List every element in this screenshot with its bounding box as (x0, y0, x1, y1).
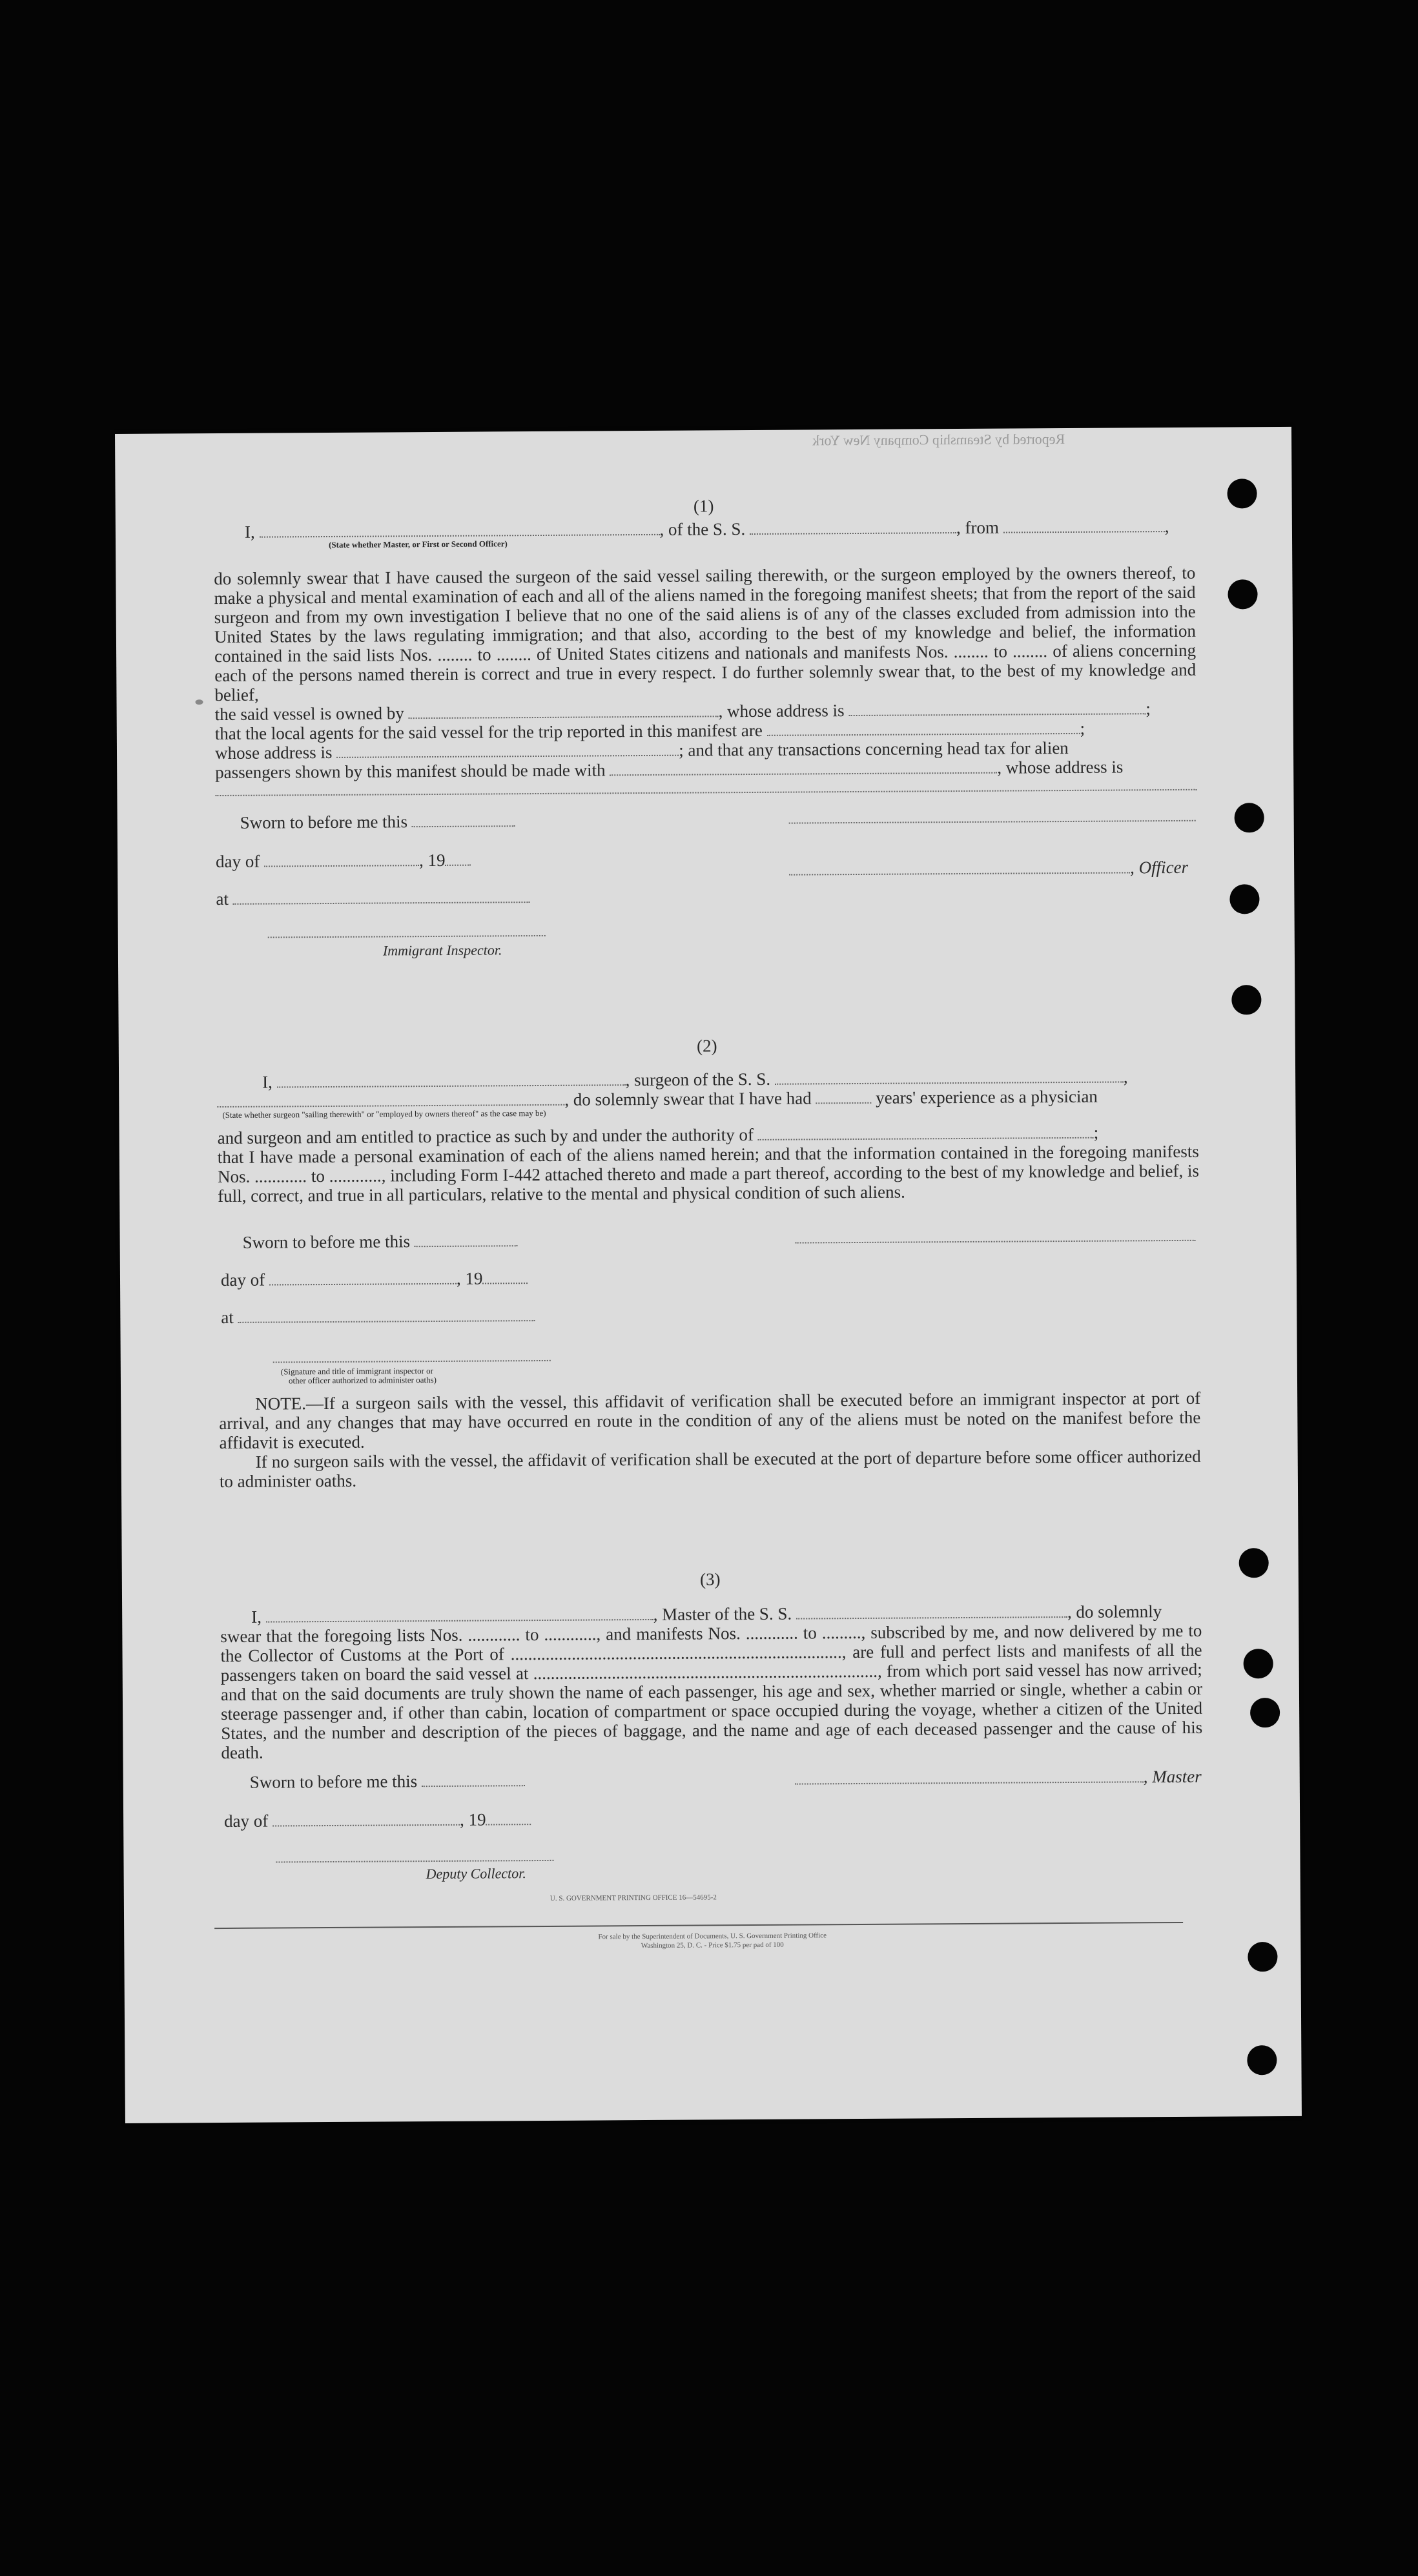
agents-address-field[interactable] (336, 743, 679, 758)
agents-line: that the local agents for the said vessel for the trip reported in this manifest are ; (214, 718, 1085, 744)
punch-hole (1247, 2045, 1277, 2075)
day-of-label: day of (220, 1270, 265, 1290)
ship-name-field[interactable] (750, 520, 956, 535)
master-ship-field[interactable] (796, 1605, 1067, 1620)
year-label: , 19 (460, 1809, 486, 1829)
surgeon-line-1: I, , surgeon of the S. S. , (262, 1067, 1128, 1092)
sworn-label: Sworn to before me this (242, 1231, 411, 1252)
owner-address-label: , whose address is (718, 701, 845, 721)
year-field[interactable] (482, 1271, 528, 1284)
sworn-line-3 (250, 1771, 525, 1792)
punch-hole (1250, 1698, 1280, 1727)
punch-hole (1244, 1649, 1273, 1678)
at-label: at (216, 889, 229, 909)
sale-line-2: Washington 25, D. C. - Price $1.75 per pad of 100 (641, 1941, 784, 1950)
owner-address-field[interactable] (848, 701, 1146, 716)
section-1-paragraph: do solemnly swear that I have caused the surgeon of the said vessel sailing therewith, or the surgeon employed by the owners thereof, to make a physical and mental examination of each and all of the aliens named in the foregoing manifest sheets; that from the report of the said surgeon and from my own investigation I believe that no one of the said aliens is of any of the classes excluded from admission into the United States by the laws regulating immigration; and that also, according to the best of my knowledge and belief, the information contained in the said lists Nos. ........ to ........ of United States citizens and nationals and manifests Nos. ........ to ........ of aliens concerning each of the persons named therein is correct and true in every respect. I do further solemnly swear that, to the best of my knowledge and belief, (214, 562, 1197, 705)
section-3-paragraph: swear that the foregoing lists Nos. ............ to ............, and manifests Nos. ............ to ........., subscribed by me, and now delivered by me to the Collector of Customs at the Port of ............................................................................, are full and perfect lists and manifests of all the passengers taken on board the said vessel at ..............................................................................., from which port said vessel has now arrived; and that on the said documents are truly shown the name of each passenger, his age and sex, whether married or single, whether a cabin or steerage passenger and, if other than cabin, location of compartment or space occupied during the voyage, whether a citizen of the United States, and the number and description of the pieces of baggage, and the name and age of each deceased passenger and the cause of his death. (220, 1620, 1203, 1763)
manifest-affidavit-page (115, 427, 1302, 2123)
sworn-label: Sworn to before me this (249, 1771, 418, 1792)
day-of-line-1 (216, 850, 471, 871)
sworn-label: Sworn to before me this (240, 812, 408, 832)
sale-line-1: For sale by the Superintendent of Documents, U. S. Government Printing Office (598, 1932, 827, 1941)
owned-by-line: the said vessel is owned by , whose address is ; (214, 699, 1151, 725)
faint-header-text: Reported by Steamship Company New York (812, 431, 1065, 449)
collector-signature-field[interactable] (276, 1860, 554, 1863)
master-name-field[interactable] (266, 1607, 653, 1623)
surgeon-signature-field[interactable] (796, 1240, 1196, 1244)
head-tax-label: ; and that any transactions concerning head tax for alien (679, 737, 1069, 760)
surgeon-i: I, (262, 1072, 272, 1092)
master-signature-field[interactable] (795, 1769, 1144, 1784)
agents-label: that the local agents for the said vessel for the trip reported in this manifest are (214, 720, 763, 744)
physician-label: years' experience as a physician (876, 1086, 1098, 1108)
month-field[interactable] (269, 1272, 457, 1286)
surgeon-note: (State whether surgeon "sailing therewith" or "employed by owners thereof" as the case may be) (222, 1108, 546, 1120)
month-field[interactable] (272, 1813, 460, 1827)
years-field[interactable] (816, 1091, 871, 1104)
year-field[interactable] (486, 1812, 531, 1825)
month-field[interactable] (264, 853, 419, 867)
inspector-signature-field[interactable] (268, 935, 546, 938)
officer-name-field[interactable] (259, 522, 659, 538)
officer-title-field[interactable] (789, 860, 1130, 875)
section-1-oath-line: I, , of the S. S. , from , (244, 517, 1169, 542)
master-i: I, (251, 1607, 262, 1627)
master-label: , Master (1143, 1766, 1202, 1787)
note-2-text: If no surgeon sails with the vessel, the affidavit of verification shall be executed at the port of departure before some officer authorized to administer oaths. (219, 1446, 1201, 1492)
section-2-paragraph: that I have made a personal examination of each of the aliens named herein; and that the information contained in the foregoing manifests Nos. ............ to ............, including Form I-442 attached thereto and made a part thereof, according to the best of my knowledge and belief, is full, correct, and true in all particulars, relative to the mental and physical condition of such aliens. (217, 1141, 1200, 1206)
surgeon-ship-label: , surgeon of the S. S. (625, 1069, 771, 1090)
year-field[interactable] (445, 853, 471, 866)
section-3-number: (3) (700, 1569, 721, 1589)
whose-address-label: whose address is (214, 742, 333, 763)
at-line-1 (216, 887, 529, 909)
master-ship-label: , Master of the S. S. (653, 1603, 792, 1624)
owned-by-label: the said vessel is owned by (214, 703, 404, 725)
from-label: , from (956, 517, 1000, 538)
year-label: , 19 (418, 850, 446, 871)
punch-hole (1235, 803, 1264, 832)
inspector-label: Immigrant Inspector. (382, 942, 502, 959)
place-field[interactable] (238, 1308, 535, 1323)
note-paragraph-1 (219, 1388, 1201, 1452)
authority-field[interactable] (758, 1126, 1094, 1140)
sworn-day-field[interactable] (415, 1233, 518, 1247)
day-of-line-2 (221, 1268, 528, 1290)
day-of-line-3 (224, 1809, 531, 1831)
master-signature-line (795, 1767, 1202, 1789)
surgeon-role-field[interactable] (217, 1093, 564, 1108)
year-label: , 19 (456, 1268, 483, 1288)
solemnly-label: , do solemnly (1067, 1602, 1162, 1622)
passengers-label: passengers shown by this manifest should be made with (215, 760, 606, 783)
ink-smudge (196, 699, 203, 705)
note-paragraph-2 (220, 1447, 1201, 1491)
authority-label: and surgeon and am entitled to practice as such by and under the authority of (217, 1124, 754, 1148)
owner-field[interactable] (409, 704, 719, 719)
inspector-signature-field[interactable] (273, 1360, 551, 1363)
sworn-line-1 (240, 811, 515, 832)
place-field[interactable] (233, 890, 530, 905)
punch-hole (1231, 985, 1261, 1015)
contact-address-label: , whose address is (997, 757, 1124, 778)
years-label: , do solemnly swear that I have had (564, 1088, 812, 1109)
surgeon-name-field[interactable] (277, 1073, 626, 1087)
sworn-line-2 (243, 1231, 518, 1252)
collector-label: Deputy Collector. (426, 1865, 526, 1882)
contact-address-field[interactable] (215, 789, 1197, 796)
section-2-number: (2) (696, 1036, 717, 1056)
sworn-day-field[interactable] (422, 1773, 525, 1787)
at-line-2 (221, 1306, 535, 1327)
officer-signature-field[interactable] (789, 820, 1196, 824)
role-note: (State whether Master, or First or Second Officer) (329, 539, 508, 550)
officer-label: , Officer (1130, 857, 1189, 878)
officer-line (789, 858, 1188, 880)
oath-i: I, (244, 522, 255, 542)
signature-note-1: (Signature and title of immigrant inspector or (280, 1366, 434, 1377)
agents-field[interactable] (766, 721, 1080, 736)
day-of-label: day of (224, 1811, 269, 1831)
gpo-imprint: U. S. GOVERNMENT PRINTING OFFICE 16—54695-2 (550, 1893, 717, 1902)
signature-note-2: other officer authorized to administer oaths) (288, 1374, 437, 1386)
punch-hole (1229, 884, 1259, 914)
footer-rule (214, 1922, 1183, 1929)
at-label: at (221, 1307, 234, 1328)
punch-hole (1228, 579, 1257, 609)
section-1-number: (1) (693, 496, 714, 516)
head-tax-contact-field[interactable] (610, 761, 997, 776)
surgeon-ship-field[interactable] (775, 1069, 1124, 1084)
departure-port-field[interactable] (1003, 519, 1165, 533)
day-of-label: day of (215, 851, 260, 872)
ship-label: , of the S. S. (659, 519, 746, 539)
sworn-day-field[interactable] (412, 814, 515, 827)
authority-line: and surgeon and am entitled to practice as such by and under the authority of ; (217, 1122, 1099, 1148)
note-1-text: NOTE.—If a surgeon sails with the vessel, this affidavit of verification shall be executed before an immigrant inspector at port of arrival, and any changes that may have occurred en route in the condition of any of the aliens must be noted on the manifest before the affidavit is executed. (219, 1388, 1201, 1453)
